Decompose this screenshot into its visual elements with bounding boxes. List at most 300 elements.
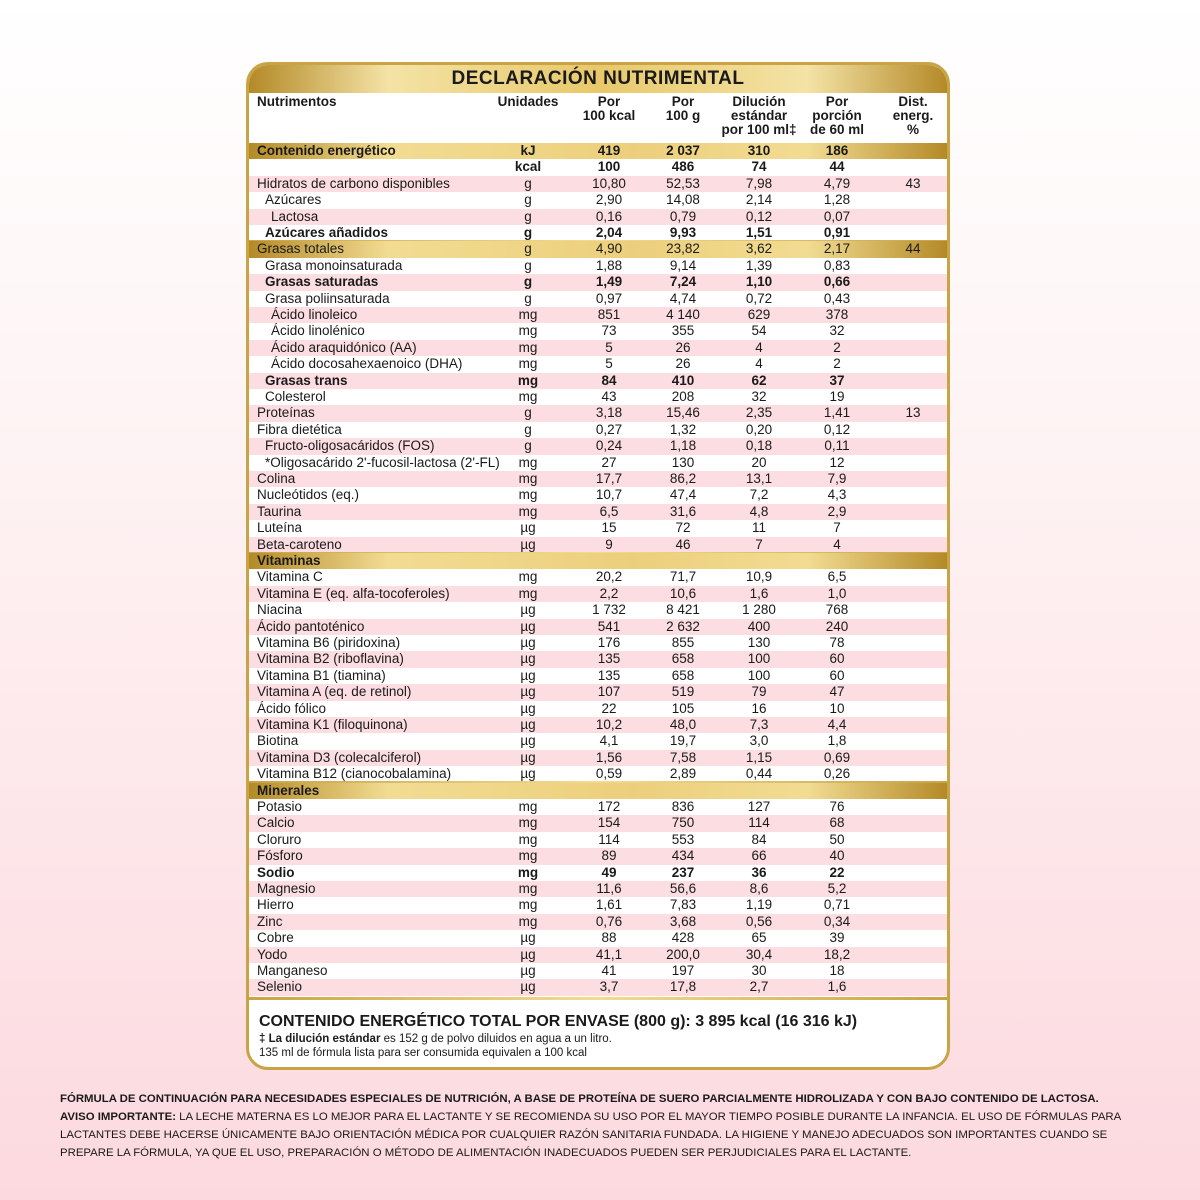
nutrient-name: Selenio bbox=[257, 979, 303, 995]
nutrient-unit: µg bbox=[520, 717, 536, 732]
value-per-100kcal: 176 bbox=[597, 635, 621, 650]
value-per-100g: 17,8 bbox=[669, 979, 697, 995]
table-row bbox=[249, 422, 947, 438]
value-dilution: 0,18 bbox=[745, 438, 773, 454]
value-portion: 37 bbox=[829, 372, 845, 388]
nutrient-unit: µg bbox=[520, 749, 536, 765]
nutrient-unit: mg bbox=[518, 913, 538, 929]
header-line: por 100 ml‡ bbox=[721, 122, 797, 137]
value-dilution: 7,98 bbox=[745, 175, 773, 191]
footnote-dilution-label: ‡ La dilución estándar bbox=[259, 1033, 381, 1045]
value-per-100kcal: 88 bbox=[601, 930, 617, 946]
value-portion: 2,17 bbox=[823, 241, 851, 257]
table-row bbox=[249, 504, 947, 520]
value-per-100kcal: 0,97 bbox=[595, 290, 623, 306]
value-dilution: 84 bbox=[751, 831, 767, 847]
value-portion: 4,4 bbox=[827, 717, 847, 732]
warning-label: AVISO IMPORTANTE: bbox=[60, 1111, 177, 1123]
nutrient-name: Fósforo bbox=[257, 848, 303, 864]
table-row bbox=[249, 701, 947, 717]
nutrient-unit: µg bbox=[520, 684, 536, 700]
value-portion: 22 bbox=[829, 864, 845, 880]
footnote-dilution-text: es 152 g de polvo diluidos en agua a un litro. bbox=[380, 1033, 612, 1045]
value-portion: 2 bbox=[833, 356, 841, 372]
value-dilution: 0,20 bbox=[745, 421, 773, 437]
nutrition-panel bbox=[246, 62, 950, 1070]
value-portion: 78 bbox=[829, 635, 845, 650]
table-row bbox=[249, 832, 947, 848]
value-portion: 0,26 bbox=[823, 766, 851, 782]
table-row bbox=[249, 602, 947, 618]
value-dilution: 3,62 bbox=[745, 241, 773, 257]
nutrient-name: Minerales bbox=[257, 782, 320, 798]
value-dilution: 7,2 bbox=[749, 487, 769, 503]
nutrient-name: Beta-caroteno bbox=[257, 536, 342, 552]
value-per-100g: 750 bbox=[671, 815, 695, 831]
value-per-100kcal: 0,16 bbox=[595, 208, 623, 224]
table-row bbox=[249, 684, 947, 700]
value-portion: 2,9 bbox=[827, 503, 847, 519]
value-per-100kcal: 4,1 bbox=[599, 733, 619, 749]
value-dilution: 2,7 bbox=[749, 979, 769, 995]
table-row bbox=[249, 963, 947, 979]
value-per-100kcal: 41 bbox=[601, 963, 617, 978]
nutrient-name: Vitamina B1 (tiamina) bbox=[257, 667, 386, 683]
value-dilution: 127 bbox=[747, 799, 771, 814]
value-dilution: 36 bbox=[751, 864, 767, 880]
value-per-100kcal: 0,24 bbox=[595, 438, 623, 454]
value-per-100g: 56,6 bbox=[669, 881, 697, 896]
value-per-100g: 7,58 bbox=[669, 749, 697, 765]
value-dilution: 16 bbox=[751, 700, 767, 716]
value-portion: 186 bbox=[825, 143, 849, 158]
nutrient-unit: mg bbox=[518, 848, 538, 864]
value-dilution: 4,8 bbox=[749, 503, 769, 519]
nutrient-unit: µg bbox=[520, 635, 536, 650]
nutrient-name: *Oligosacárido 2'-fucosil-lactosa (2'-FL) bbox=[265, 454, 500, 470]
value-dilution: 1,51 bbox=[745, 225, 773, 240]
value-per-100kcal: 22 bbox=[601, 700, 617, 716]
value-per-100kcal: 3,7 bbox=[599, 979, 619, 995]
value-portion: 4,79 bbox=[823, 175, 851, 191]
nutrient-unit: µg bbox=[520, 766, 536, 782]
value-dilution: 20 bbox=[751, 454, 767, 470]
nutrient-name: Nucleótidos (eq.) bbox=[257, 487, 360, 503]
nutrient-unit: mg bbox=[518, 356, 538, 372]
nutrient-name: Taurina bbox=[257, 503, 302, 519]
nutrient-unit: mg bbox=[518, 503, 538, 519]
value-portion: 0,69 bbox=[823, 749, 851, 765]
nutrient-unit: µg bbox=[520, 930, 536, 946]
value-portion: 50 bbox=[829, 831, 845, 847]
nutrient-name: Grasas totales bbox=[257, 241, 345, 257]
table-row bbox=[249, 914, 947, 930]
value-dilution: 65 bbox=[751, 930, 767, 946]
nutrient-name: Lactosa bbox=[271, 208, 319, 224]
table-row bbox=[249, 717, 947, 733]
value-per-100kcal: 11,6 bbox=[596, 881, 622, 896]
nutrient-name: Magnesio bbox=[257, 881, 316, 896]
table-row bbox=[249, 897, 947, 913]
table-row bbox=[249, 750, 947, 766]
nutrient-name: Vitaminas bbox=[257, 553, 321, 568]
value-per-100kcal: 419 bbox=[597, 143, 621, 158]
value-per-100kcal: 15 bbox=[601, 520, 617, 536]
value-dilution: 1,19 bbox=[745, 897, 773, 913]
value-per-100kcal: 5 bbox=[605, 339, 613, 355]
value-per-100g: 7,24 bbox=[669, 274, 697, 290]
value-per-100kcal: 27 bbox=[601, 454, 617, 470]
divider bbox=[249, 997, 947, 1000]
nutrient-unit: g bbox=[523, 225, 533, 240]
value-per-100g: 7,83 bbox=[669, 897, 697, 913]
value-dilution: 4 bbox=[755, 356, 763, 372]
panel-title: DECLARACIÓN NUTRIMENTAL bbox=[249, 65, 947, 93]
value-dilution: 0,72 bbox=[745, 290, 773, 306]
value-portion: 47 bbox=[829, 684, 845, 700]
value-per-100g: 130 bbox=[671, 454, 695, 470]
header-nutrients: Nutrimentos bbox=[257, 94, 337, 109]
nutrient-unit: µg bbox=[520, 520, 536, 536]
nutrient-name: Potasio bbox=[257, 799, 303, 814]
value-portion: 1,6 bbox=[827, 979, 847, 995]
table-row bbox=[249, 569, 947, 585]
value-portion: 378 bbox=[825, 307, 849, 322]
value-dilution: 62 bbox=[751, 372, 767, 388]
value-per-100g: 208 bbox=[671, 389, 695, 404]
nutrient-name: Azúcares bbox=[265, 192, 322, 208]
value-dilution: 2,14 bbox=[745, 192, 773, 208]
value-per-100g: 2 037 bbox=[666, 143, 700, 158]
value-per-100g: 355 bbox=[671, 323, 695, 339]
nutrient-name: Grasas saturadas bbox=[265, 274, 379, 290]
value-per-100g: 0,79 bbox=[669, 208, 697, 224]
nutrient-name: Vitamina B12 (cianocobalamina) bbox=[257, 766, 452, 782]
value-dilution: 11 bbox=[751, 520, 766, 536]
value-per-100g: 486 bbox=[671, 159, 695, 175]
table-row bbox=[249, 143, 947, 159]
value-per-100kcal: 5 bbox=[605, 356, 613, 372]
value-per-100g: 3,68 bbox=[669, 913, 697, 929]
table-row bbox=[249, 192, 947, 208]
header-line: energ. bbox=[892, 108, 934, 123]
value-per-100g: 855 bbox=[671, 635, 695, 650]
nutrient-unit: mg bbox=[518, 323, 538, 339]
value-per-100kcal: 0,76 bbox=[595, 913, 623, 929]
value-per-100g: 15,46 bbox=[666, 405, 700, 421]
value-per-100kcal: 10,7 bbox=[595, 487, 623, 503]
nutrient-unit: mg bbox=[518, 454, 538, 470]
value-per-100kcal: 17,7 bbox=[595, 471, 623, 486]
value-per-100g: 200,0 bbox=[666, 946, 700, 962]
nutrient-unit: µg bbox=[520, 536, 536, 552]
value-per-100g: 10,6 bbox=[669, 585, 697, 601]
value-portion: 4,3 bbox=[827, 487, 847, 503]
nutrient-name: Niacina bbox=[257, 602, 303, 618]
value-per-100kcal: 2,04 bbox=[595, 225, 623, 240]
nutrient-name: Ácido docosahexaenoico (DHA) bbox=[271, 356, 463, 372]
value-dilution: 1,15 bbox=[745, 749, 773, 765]
nutrient-unit: µg bbox=[520, 651, 536, 667]
nutrient-name: Vitamina A (eq. de retinol) bbox=[257, 684, 412, 700]
value-per-100g: 23,82 bbox=[666, 241, 700, 257]
value-dilution: 100 bbox=[747, 667, 771, 683]
value-dilution: 54 bbox=[751, 323, 767, 339]
value-per-100g: 4 140 bbox=[666, 307, 700, 322]
value-dilution: 400 bbox=[747, 618, 771, 634]
value-dilution: 3,0 bbox=[749, 733, 769, 749]
value-portion: 7,9 bbox=[827, 471, 847, 486]
value-per-100kcal: 2,90 bbox=[595, 192, 623, 208]
nutrient-name: Contenido energético bbox=[257, 143, 396, 158]
value-portion: 10 bbox=[829, 700, 845, 716]
value-portion: 39 bbox=[829, 930, 845, 946]
table-row bbox=[249, 586, 947, 602]
value-dilution: 7 bbox=[755, 536, 763, 552]
value-per-100g: 197 bbox=[671, 963, 695, 978]
value-portion: 18,2 bbox=[823, 946, 851, 962]
value-dilution: 1,10 bbox=[745, 274, 773, 290]
value-per-100g: 658 bbox=[671, 651, 695, 667]
nutrient-unit: mg bbox=[518, 487, 538, 503]
table-row bbox=[249, 930, 947, 946]
nutrient-unit: mg bbox=[518, 799, 538, 814]
header-line: Dilución bbox=[732, 94, 786, 109]
nutrient-unit: mg bbox=[518, 389, 538, 404]
table-row bbox=[249, 176, 947, 192]
value-dilution: 10,9 bbox=[745, 569, 773, 585]
value-portion: 44 bbox=[829, 159, 845, 175]
value-portion: 1,41 bbox=[823, 405, 851, 421]
value-dilution: 13,1 bbox=[745, 471, 773, 486]
header-energy-distribution bbox=[865, 95, 950, 137]
nutrient-unit: g bbox=[524, 421, 532, 437]
table-row bbox=[249, 274, 947, 290]
value-dilution: 310 bbox=[747, 143, 771, 158]
value-portion: 60 bbox=[829, 651, 845, 667]
value-per-100kcal: 1,61 bbox=[595, 897, 623, 913]
value-per-100kcal: 135 bbox=[597, 651, 621, 667]
value-per-100kcal: 2,2 bbox=[599, 585, 619, 601]
nutrient-unit: mg bbox=[517, 864, 539, 880]
nutrient-unit: kJ bbox=[520, 143, 536, 158]
table-row bbox=[249, 455, 947, 471]
value-portion: 1,0 bbox=[827, 585, 847, 601]
footnote-kcal: 135 ml de fórmula lista para ser consumida equivalen a 100 kcal bbox=[259, 1047, 587, 1059]
value-per-100kcal: 3,18 bbox=[595, 405, 623, 421]
value-per-100kcal: 49 bbox=[601, 864, 617, 880]
value-per-100kcal: 135 bbox=[597, 667, 621, 683]
table-row bbox=[249, 209, 947, 225]
table-row bbox=[249, 815, 947, 831]
value-portion: 0,43 bbox=[823, 290, 851, 306]
value-portion: 0,83 bbox=[823, 257, 851, 273]
nutrient-unit: µg bbox=[520, 733, 536, 749]
header-line: Por bbox=[671, 94, 695, 109]
value-portion: 6,5 bbox=[827, 569, 847, 585]
nutrient-unit: mg bbox=[517, 372, 539, 388]
nutrient-name: Fibra dietética bbox=[257, 421, 342, 437]
value-portion: 1,8 bbox=[827, 733, 847, 749]
value-per-100g: 434 bbox=[671, 848, 695, 864]
value-portion: 240 bbox=[825, 618, 849, 634]
header-line: Por bbox=[597, 94, 621, 109]
value-per-100g: 26 bbox=[675, 339, 691, 355]
value-portion: 18 bbox=[829, 963, 845, 978]
table-row bbox=[249, 865, 947, 881]
value-per-100kcal: 10,2 bbox=[595, 717, 623, 732]
value-per-100g: 836 bbox=[671, 799, 695, 814]
value-portion: 12 bbox=[829, 454, 845, 470]
nutrient-unit: mg bbox=[518, 881, 538, 896]
value-per-100g: 26 bbox=[675, 356, 691, 372]
table-row bbox=[249, 783, 947, 799]
value-portion: 5,2 bbox=[827, 881, 847, 896]
value-per-100kcal: 851 bbox=[597, 307, 621, 322]
value-energy-distribution: 44 bbox=[905, 241, 921, 257]
nutrient-name: Grasas trans bbox=[265, 372, 348, 388]
value-per-100g: 72 bbox=[675, 520, 691, 536]
total-energy: CONTENIDO ENERGÉTICO TOTAL POR ENVASE (800 g): 3 895 kcal (16 316 kJ) bbox=[259, 1013, 858, 1030]
nutrient-unit: kcal bbox=[514, 159, 542, 175]
nutrient-unit: mg bbox=[518, 815, 538, 831]
nutrient-unit: mg bbox=[518, 831, 538, 847]
value-dilution: 0,44 bbox=[745, 766, 773, 782]
table-row bbox=[249, 471, 947, 487]
value-dilution: 66 bbox=[751, 848, 767, 864]
value-per-100kcal: 10,80 bbox=[592, 175, 626, 191]
nutrient-unit: µg bbox=[520, 963, 536, 978]
value-per-100g: 47,4 bbox=[669, 487, 697, 503]
value-per-100kcal: 1,56 bbox=[595, 749, 623, 765]
value-per-100kcal: 43 bbox=[601, 389, 617, 404]
nutrient-unit: µg bbox=[520, 700, 536, 716]
nutrient-unit: µg bbox=[520, 667, 536, 683]
header-line: Por bbox=[825, 94, 849, 109]
value-per-100g: 8 421 bbox=[666, 602, 700, 618]
nutrient-name: Cobre bbox=[257, 930, 294, 946]
value-per-100kcal: 107 bbox=[597, 684, 621, 700]
value-per-100kcal: 1,49 bbox=[595, 274, 623, 290]
nutrient-unit: mg bbox=[518, 471, 538, 486]
value-per-100g: 4,74 bbox=[669, 290, 697, 306]
value-per-100g: 52,53 bbox=[666, 175, 700, 191]
nutrient-name: Proteínas bbox=[257, 405, 315, 421]
nutrient-unit: g bbox=[524, 438, 532, 454]
value-dilution: 100 bbox=[747, 651, 771, 667]
table-row bbox=[249, 291, 947, 307]
value-dilution: 30,4 bbox=[745, 946, 773, 962]
nutrient-name: Azúcares añadidos bbox=[265, 225, 389, 240]
value-dilution: 1,6 bbox=[749, 585, 769, 601]
table-row bbox=[249, 553, 947, 569]
value-dilution: 32 bbox=[751, 389, 767, 404]
value-portion: 2 bbox=[833, 339, 841, 355]
header-line: estándar bbox=[730, 108, 788, 123]
table-row bbox=[249, 733, 947, 749]
value-per-100g: 410 bbox=[671, 372, 695, 388]
nutrient-name: Ácido linolénico bbox=[271, 323, 365, 339]
value-per-100g: 1,18 bbox=[669, 438, 697, 454]
nutrient-name: Sodio bbox=[257, 864, 295, 880]
value-per-100kcal: 89 bbox=[601, 848, 617, 864]
warning-body: LA LECHE MATERNA ES LO MEJOR PARA EL LACTANTE Y SE RECOMIENDA SU USO POR EL MAYOR TIEMPO POSIBLE DURANTE LA INFANCIA. EL USO DE FÓRMULAS PARA LACTANTES DEBE HACERSE ÚNICAMENTE BAJO ORIENTACIÓN MÉDICA POR CUALQUIER RAZÓN SANITARIA FUNDADA. LA HIGIENE Y MANEJO ADECUADOS SON IMPORTANTES CUANDO SE PREPARE LA FÓRMULA, YA QUE EL USO, PREPARACIÓN O MÉTODO DE ALIMENTACIÓN INADECUADOS PUEDEN SER PERJUDICIALES PARA EL LACTANTE. bbox=[60, 1111, 1121, 1159]
header-line: % bbox=[906, 122, 919, 137]
value-per-100g: 48,0 bbox=[669, 717, 697, 732]
nutrient-name: Hierro bbox=[257, 897, 294, 913]
value-dilution: 114 bbox=[748, 815, 770, 831]
table-row bbox=[249, 668, 947, 684]
nutrient-unit: µg bbox=[520, 946, 536, 962]
value-per-100g: 2 632 bbox=[666, 618, 700, 634]
value-per-100kcal: 100 bbox=[597, 159, 621, 175]
nutrient-name: Ácido fólico bbox=[257, 700, 327, 716]
header-line: 100 kcal bbox=[582, 108, 636, 123]
value-dilution: 8,6 bbox=[749, 881, 769, 896]
nutrient-name: Ácido araquidónico (AA) bbox=[271, 339, 417, 355]
value-per-100g: 9,14 bbox=[669, 257, 697, 273]
table-row bbox=[249, 323, 947, 339]
warning-text bbox=[60, 1108, 1150, 1162]
nutrient-name: Colesterol bbox=[265, 389, 326, 404]
nutrient-unit: mg bbox=[518, 569, 538, 585]
value-per-100g: 19,7 bbox=[669, 733, 697, 749]
table-row bbox=[249, 947, 947, 963]
value-per-100kcal: 0,27 bbox=[595, 421, 623, 437]
header-line: Dist. bbox=[898, 94, 928, 109]
value-dilution: 4 bbox=[755, 339, 763, 355]
value-dilution: 0,56 bbox=[745, 913, 773, 929]
table-row bbox=[249, 979, 947, 995]
nutrient-name: Vitamina E (eq. alfa-tocoferoles) bbox=[257, 585, 450, 601]
table-row bbox=[249, 848, 947, 864]
nutrient-name: Luteína bbox=[257, 520, 303, 536]
nutrient-name: Calcio bbox=[257, 815, 295, 831]
header-units: Unidades bbox=[497, 94, 559, 109]
value-portion: 0,12 bbox=[823, 421, 851, 437]
nutrient-name: Fructo-oligosacáridos (FOS) bbox=[265, 438, 435, 454]
footnote-dilution bbox=[259, 1033, 612, 1045]
nutrient-name: Grasa poliinsaturada bbox=[265, 290, 390, 306]
value-per-100g: 14,08 bbox=[666, 192, 700, 208]
nutrient-name: Yodo bbox=[257, 946, 288, 962]
value-per-100kcal: 1 732 bbox=[592, 602, 626, 618]
value-dilution: 130 bbox=[747, 635, 771, 650]
value-dilution: 7,3 bbox=[749, 717, 769, 732]
value-per-100g: 658 bbox=[671, 667, 695, 683]
value-per-100kcal: 0,59 bbox=[595, 766, 623, 782]
product-description: FÓRMULA DE CONTINUACIÓN PARA NECESIDADES ESPECIALES DE NUTRICIÓN, A BASE DE PROTEÍNA DE SUERO PARCIALMENTE HIDROLIZADA Y CON BAJO CONTENIDO DE LACTOSA. bbox=[60, 1093, 1099, 1105]
value-portion: 1,28 bbox=[823, 192, 851, 208]
nutrient-name: Zinc bbox=[257, 913, 283, 929]
nutrient-unit: g bbox=[524, 405, 532, 421]
table-row bbox=[249, 635, 947, 651]
nutrient-unit: g bbox=[524, 175, 532, 191]
table-row bbox=[249, 258, 947, 274]
value-per-100g: 2,89 bbox=[669, 766, 697, 782]
value-energy-distribution: 13 bbox=[905, 405, 921, 421]
table-row bbox=[249, 520, 947, 536]
value-per-100g: 519 bbox=[671, 684, 695, 700]
nutrient-unit: mg bbox=[518, 307, 538, 322]
nutrient-unit: mg bbox=[518, 585, 538, 601]
value-per-100g: 237 bbox=[671, 864, 695, 880]
nutrient-unit: mg bbox=[518, 339, 538, 355]
value-dilution: 74 bbox=[751, 159, 767, 175]
nutrient-name: Ácido pantoténico bbox=[257, 618, 365, 634]
value-per-100g: 46 bbox=[675, 536, 691, 552]
value-portion: 768 bbox=[825, 602, 849, 618]
